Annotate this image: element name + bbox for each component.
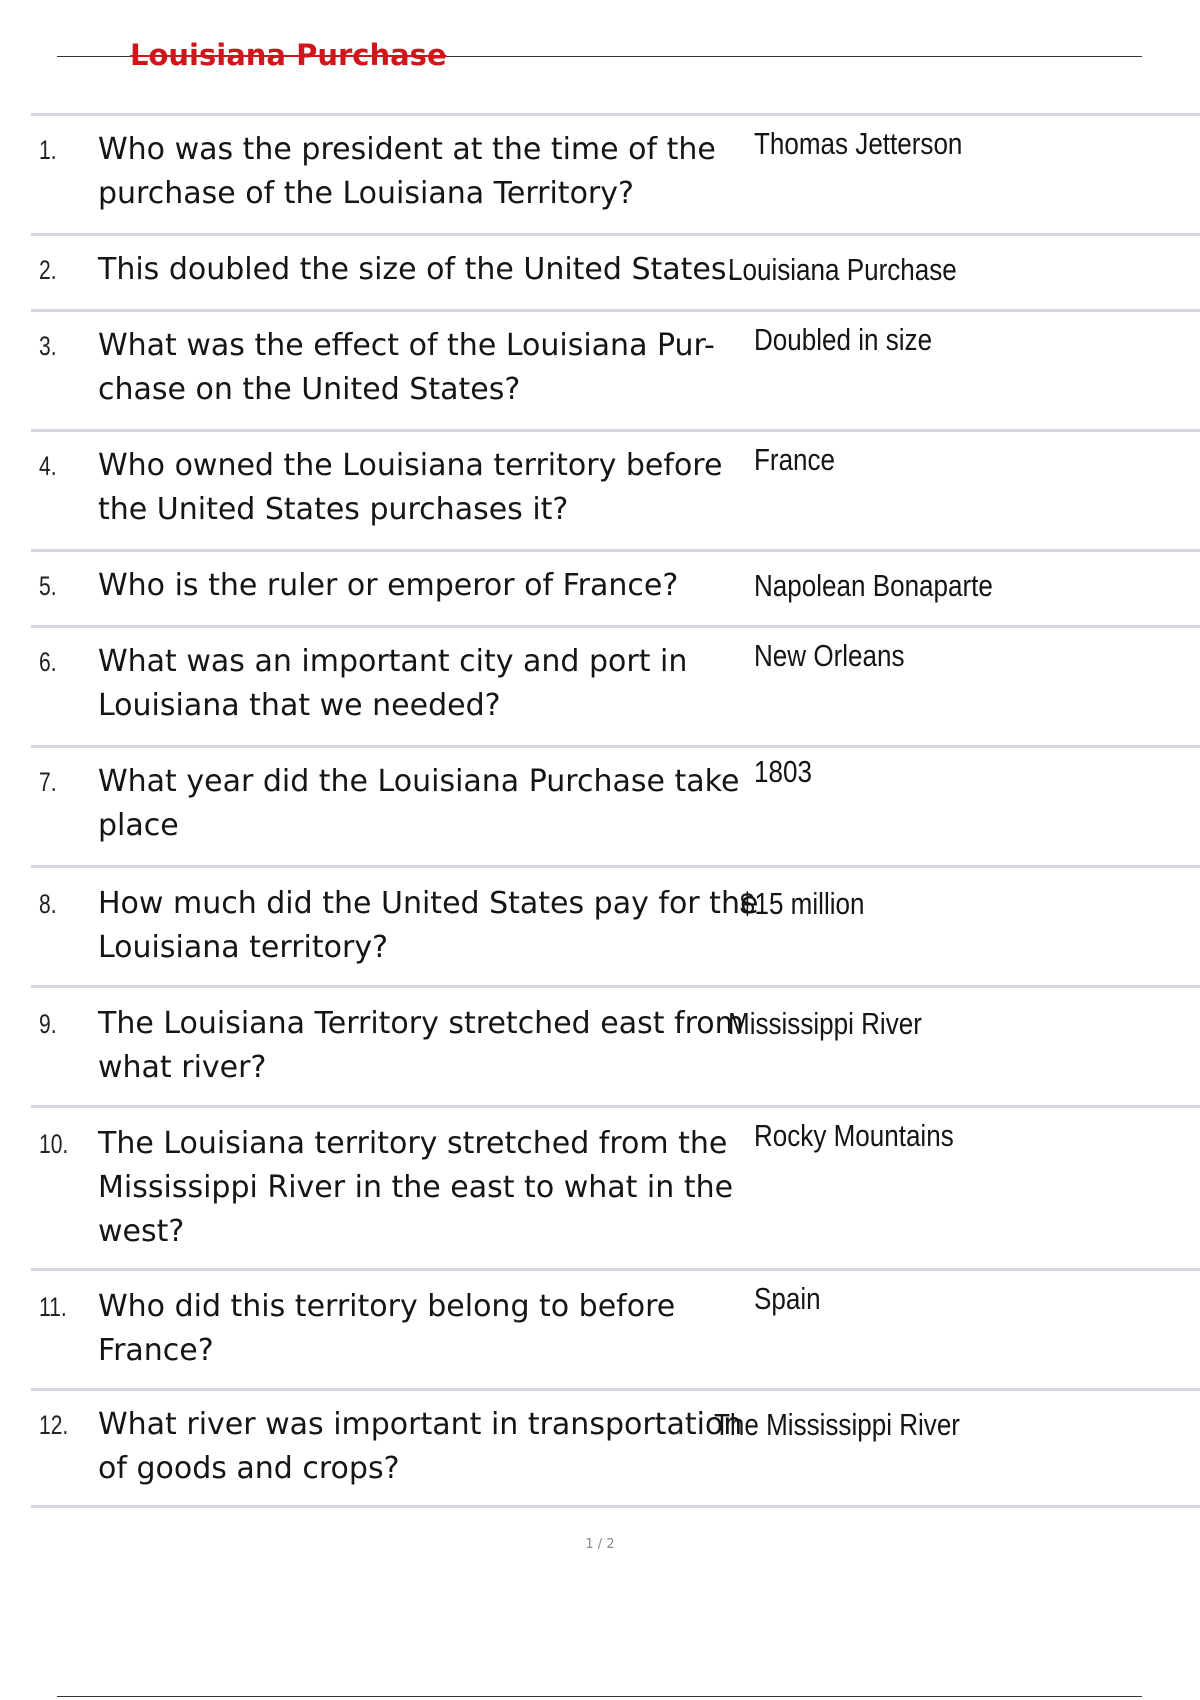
question-text (98, 1403, 742, 1491)
question-row (31, 985, 1200, 1105)
question-number: 1. (39, 135, 57, 165)
answer-text: Doubled in size (754, 322, 933, 357)
question-line: Mississippi River in the east to what in the (98, 1170, 734, 1205)
question-line: place (98, 808, 179, 843)
answer-text: Mississippi River (728, 1006, 922, 1041)
question-number: 7. (39, 767, 57, 797)
question-line: The Louisiana territory stretched from the (98, 1126, 728, 1161)
question-line: How much did the United States pay for the (98, 886, 759, 921)
question-number: 2. (39, 255, 57, 285)
question-number: 8. (39, 889, 57, 919)
answer-text: 1803 (754, 754, 812, 789)
question-row (31, 549, 1200, 625)
answer-text: Rocky Mountains (754, 1118, 954, 1153)
question-number: 10. (39, 1129, 69, 1159)
question-row (31, 1388, 1200, 1508)
question-text (98, 564, 678, 608)
question-line: What year did the Louisiana Purchase take (98, 764, 740, 799)
question-line: The Louisiana Territory stretched east from (98, 1006, 744, 1041)
question-line: the United States purchases it? (98, 492, 569, 527)
question-row (31, 233, 1200, 309)
question-text (98, 1122, 733, 1254)
question-text (98, 248, 736, 292)
question-text (98, 1002, 744, 1090)
page-number: 1 / 2 (585, 1537, 615, 1552)
question-line: Who was the president at the time of the (98, 132, 716, 167)
question-line: what river? (98, 1050, 267, 1085)
question-line: of goods and crops? (98, 1451, 400, 1486)
question-number: 4. (39, 451, 57, 481)
question-line: What river was important in transportation (98, 1407, 743, 1442)
bottom-rule (57, 1696, 1142, 1697)
question-line: chase on the United States? (98, 372, 521, 407)
answer-text: New Orleans (754, 638, 905, 673)
question-list (31, 113, 1200, 1508)
question-text (98, 640, 687, 728)
question-text (98, 128, 716, 216)
question-number: 6. (39, 647, 57, 677)
question-number: 3. (39, 331, 57, 361)
question-text (98, 1285, 675, 1373)
answer-text: $15 million (740, 886, 865, 921)
question-line: Louisiana territory? (98, 930, 388, 965)
question-row (31, 113, 1200, 233)
question-row (31, 1268, 1200, 1388)
question-row (31, 429, 1200, 549)
question-line: Louisiana that we needed? (98, 688, 501, 723)
question-text (98, 882, 758, 970)
question-text (98, 444, 722, 532)
page-title: Louisiana Purchase (130, 38, 447, 72)
answer-text: Louisiana Purchase (728, 252, 957, 287)
question-number: 5. (39, 571, 57, 601)
question-line: Who is the ruler or emperor of France? (98, 568, 679, 603)
question-row (31, 625, 1200, 745)
answer-text: The Mississippi River (714, 1407, 960, 1442)
question-text (98, 760, 739, 848)
question-row (31, 309, 1200, 429)
question-line: What was an important city and port in (98, 644, 688, 679)
question-number: 11. (39, 1292, 67, 1322)
question-line: France? (98, 1333, 214, 1368)
question-line: purchase of the Louisiana Territory? (98, 176, 634, 211)
answer-text: Spain (754, 1281, 821, 1316)
question-line: Who owned the Louisiana territory before (98, 448, 723, 483)
answer-text: Napolean Bonaparte (754, 568, 993, 603)
question-row (31, 745, 1200, 865)
question-number: 12. (39, 1410, 69, 1440)
answer-text: France (754, 442, 836, 477)
question-line: This doubled the size of the United States. (98, 252, 737, 287)
question-text (98, 324, 715, 412)
question-row (31, 865, 1200, 985)
answer-text: Thomas Jetterson (754, 126, 963, 161)
question-line: What was the effect of the Louisiana Pur- (98, 328, 715, 363)
question-line: west? (98, 1214, 185, 1249)
question-line: Who did this territory belong to before (98, 1289, 676, 1324)
question-number: 9. (39, 1009, 57, 1039)
question-row (31, 1105, 1200, 1268)
